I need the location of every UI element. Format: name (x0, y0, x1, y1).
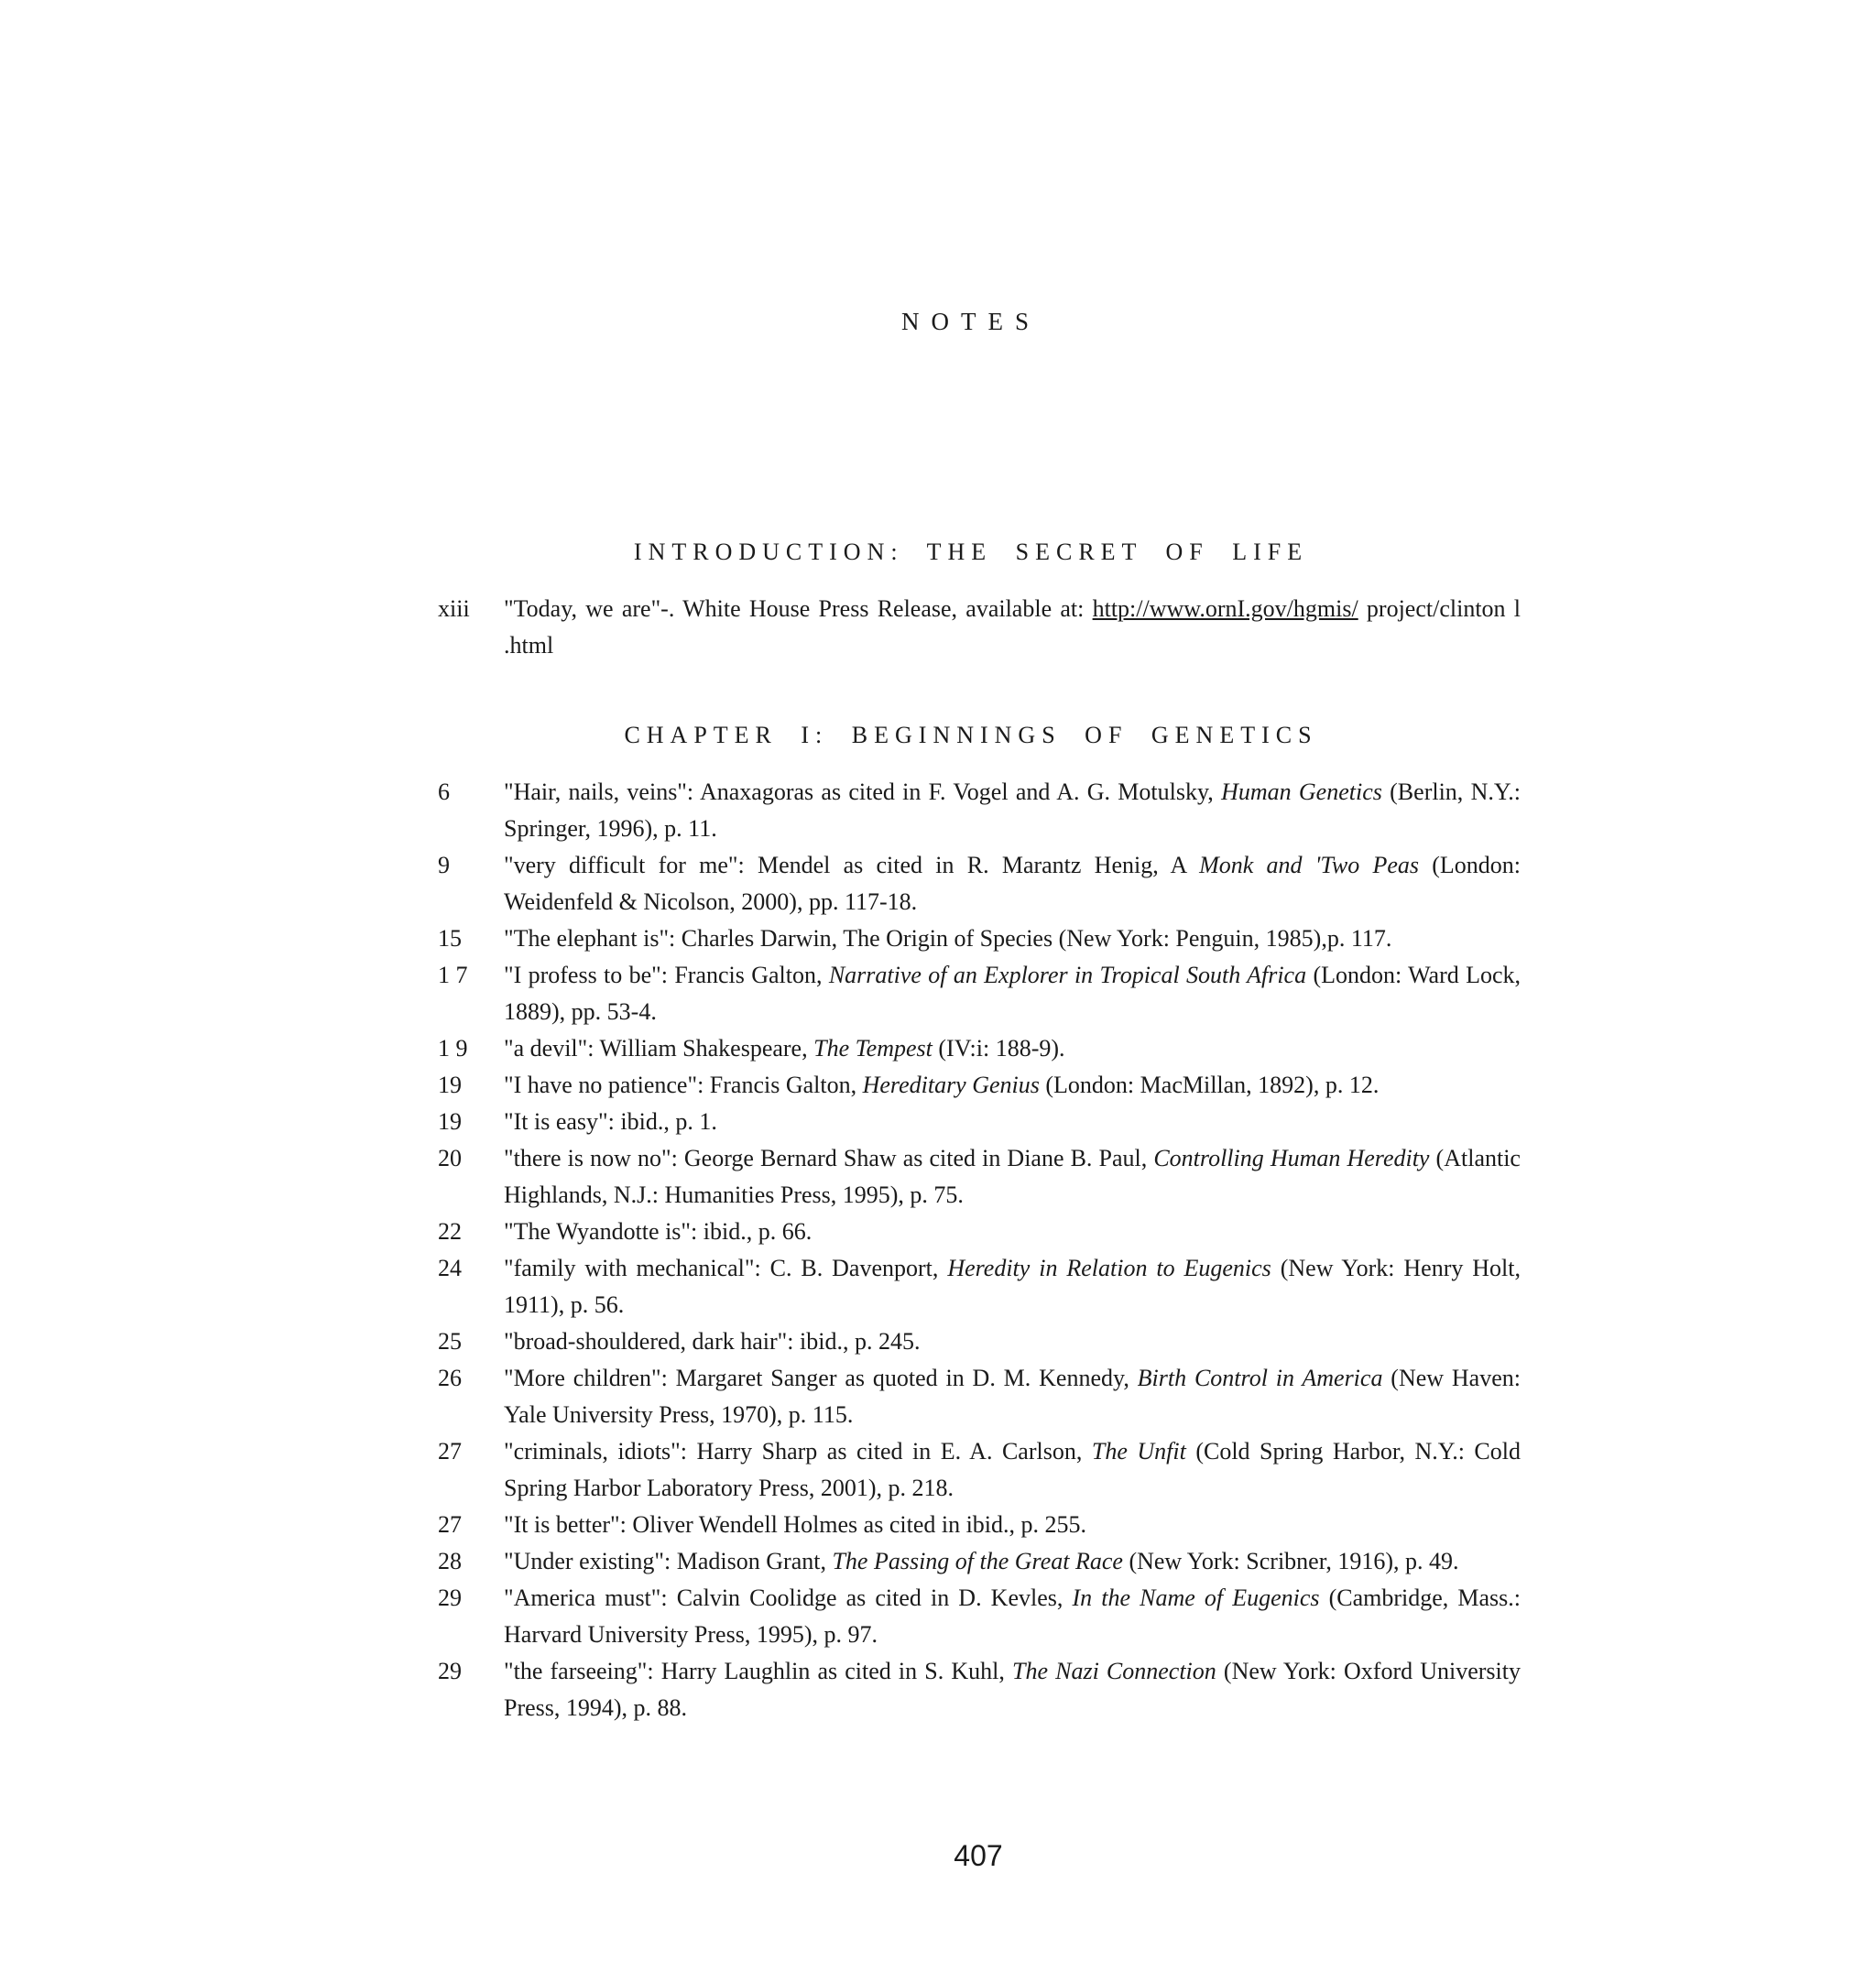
section-heading-introduction: INTRODUCTION: THE SECRET OF LIFE (633, 539, 1309, 565)
note-page-reference: 29 (438, 1585, 462, 1611)
note-entry (438, 1214, 1521, 1250)
note-text-segment: (New York: Oxford University Press, 1994), p. 88. (504, 1658, 1521, 1721)
notes-list-chapter-1 (438, 774, 1521, 1726)
note-text-segment: "criminals, idiots": Harry Sharp as cited in E. A. Carlson, (504, 1438, 1092, 1465)
note-entry (438, 957, 1521, 1030)
cited-work-title: Monk and 'Two Peas (1199, 852, 1419, 878)
note-text-segment: "It is easy": ibid., p. 1. (504, 1108, 717, 1135)
note-text-segment: (New Haven: Yale University Press, 1970), p. 115. (504, 1365, 1521, 1428)
note-entry (438, 1507, 1521, 1543)
note-text-segment: (London: Ward Lock, 1889), pp. 53-4. (504, 962, 1521, 1025)
note-text-segment: (Berlin, N.Y.: Springer, 1996), p. 11. (504, 779, 1521, 842)
note-entry (438, 920, 1521, 957)
note-text-segment: "The elephant is": Charles Darwin, The Origin of Species (New York: Penguin, 1985),p. 117. (504, 925, 1392, 952)
note-page-reference: 24 (438, 1255, 462, 1281)
cited-work-title: The Nazi Connection (1011, 1658, 1216, 1684)
note-entry (438, 1067, 1521, 1104)
url-link[interactable]: http://www.ornI.gov/hgmis/ (1092, 595, 1358, 622)
note-text (504, 1585, 1521, 1648)
note-text (504, 1145, 1521, 1208)
note-entry (438, 1543, 1521, 1580)
cited-work-title: The Tempest (813, 1035, 933, 1062)
note-text-segment: "Hair, nails, veins": Anaxagoras as cited in F. Vogel and A. G. Motulsky, (504, 779, 1222, 805)
note-entry (438, 774, 1521, 847)
note-entry (438, 1250, 1521, 1323)
cited-work-title: Human Genetics (1221, 779, 1382, 805)
note-text (504, 1072, 1379, 1098)
note-text-segment: "very difficult for me": Mendel as cited in R. Marantz Henig, A (504, 852, 1200, 878)
cited-work-title: Heredity in Relation to Eugenics (947, 1255, 1271, 1281)
note-text (504, 1218, 812, 1245)
note-page-reference: 19 (438, 1108, 462, 1135)
note-text-segment: "broad-shouldered, dark hair": ibid., p. 245. (504, 1328, 921, 1355)
note-page-reference: 6 (438, 779, 450, 805)
note-text-segment: "More children": Margaret Sanger as quoted in D. M. Kennedy, (504, 1365, 1138, 1391)
note-page-reference: xiii (438, 595, 470, 622)
note-text (504, 962, 1521, 1025)
note-entry (438, 1580, 1521, 1653)
note-text-segment: "I have no patience": Francis Galton, (504, 1072, 863, 1098)
note-page-reference: 1 9 (438, 1035, 468, 1062)
note-entry (438, 847, 1521, 920)
note-text (504, 1255, 1521, 1318)
note-text-segment: "I profess to be": Francis Galton, (504, 962, 829, 988)
notes-list-introduction (438, 591, 1521, 664)
note-page-reference: 26 (438, 1365, 462, 1391)
note-text (504, 852, 1521, 915)
note-text-segment: "The Wyandotte is": ibid., p. 66. (504, 1218, 813, 1245)
note-page-reference: 20 (438, 1145, 462, 1171)
note-page-reference: 29 (438, 1658, 462, 1684)
note-entry (438, 1653, 1521, 1726)
section-heading-chapter-1: CHAPTER I: BEGINNINGS OF GENETICS (624, 722, 1318, 748)
note-text (504, 595, 1521, 659)
note-text-segment: (London: MacMillan, 1892), p. 12. (1039, 1072, 1380, 1098)
cited-work-title: Hereditary Genius (862, 1072, 1040, 1098)
note-text-segment: (Atlantic Highlands, N.J.: Humanities Press, 1995), p. 75. (504, 1145, 1521, 1208)
note-page-reference: 19 (438, 1072, 462, 1098)
cited-work-title: The Passing of the Great Race (832, 1548, 1123, 1574)
note-text-segment: (Cold Spring Harbor, N.Y.: Cold Spring Harbor Laboratory Press, 2001), p. 218. (504, 1438, 1521, 1501)
note-page-reference: 27 (438, 1438, 462, 1465)
note-text-segment: (Cambridge, Mass.: Harvard University Press, 1995), p. 97. (504, 1585, 1522, 1648)
note-page-reference: 27 (438, 1511, 462, 1538)
note-text (504, 1511, 1086, 1538)
note-entry (438, 1030, 1521, 1067)
note-page-reference: 15 (438, 925, 462, 952)
note-text-segment: "America must": Calvin Coolidge as cited in D. Kevles, (504, 1585, 1073, 1611)
note-entry (438, 1433, 1521, 1507)
note-text-segment: "Under existing": Madison Grant, (504, 1548, 833, 1574)
cited-work-title: Controlling Human Heredity (1153, 1145, 1430, 1171)
note-entry (438, 591, 1521, 664)
note-entry (438, 1323, 1521, 1360)
note-text (504, 1438, 1521, 1501)
note-entry (438, 1140, 1521, 1214)
note-text-segment: "family with mechanical": C. B. Davenport, (504, 1255, 948, 1281)
note-text-segment: "the farseeing": Harry Laughlin as cited in S. Kuhl, (504, 1658, 1012, 1684)
page-number: 407 (954, 1839, 1003, 1872)
cited-work-title: Narrative of an Explorer in Tropical South Africa (828, 962, 1307, 988)
note-text (504, 1658, 1521, 1721)
note-page-reference: 22 (438, 1218, 462, 1245)
note-text (504, 925, 1391, 952)
note-text (504, 1548, 1458, 1574)
note-text-segment: (IV:i: 188-9). (932, 1035, 1065, 1062)
note-text-segment: "there is now no": George Bernard Shaw as cited in Diane B. Paul, (504, 1145, 1154, 1171)
note-page-reference: 9 (438, 852, 450, 878)
note-page-reference: 28 (438, 1548, 462, 1574)
cited-work-title: The Unfit (1091, 1438, 1186, 1465)
note-text (504, 1108, 717, 1135)
note-page-reference: 1 7 (438, 962, 468, 988)
page-title: NOTES (901, 308, 1041, 335)
note-entry (438, 1104, 1521, 1140)
note-text-segment: "a devil": William Shakespeare, (504, 1035, 814, 1062)
note-text (504, 1035, 1065, 1062)
note-text (504, 779, 1521, 842)
cited-work-title: In the Name of Eugenics (1072, 1585, 1320, 1611)
note-text-segment: (London: Weidenfeld & Nicolson, 2000), pp. 117-18. (504, 852, 1522, 915)
note-entry (438, 1360, 1521, 1433)
note-text-segment: "It is better": Oliver Wendell Holmes as cited in ibid., p. 255. (504, 1511, 1087, 1538)
note-text-segment: (New York: Scribner, 1916), p. 49. (1122, 1548, 1459, 1574)
note-text (504, 1328, 920, 1355)
note-text (504, 1365, 1521, 1428)
cited-work-title: Birth Control in America (1137, 1365, 1383, 1391)
note-text-segment: "Today, we are"-. White House Press Release, available at: (504, 595, 1093, 622)
note-text-segment: (New York: Henry Holt, 1911), p. 56. (504, 1255, 1521, 1318)
note-text-segment: project/clinton l .html (504, 595, 1522, 659)
note-page-reference: 25 (438, 1328, 462, 1355)
